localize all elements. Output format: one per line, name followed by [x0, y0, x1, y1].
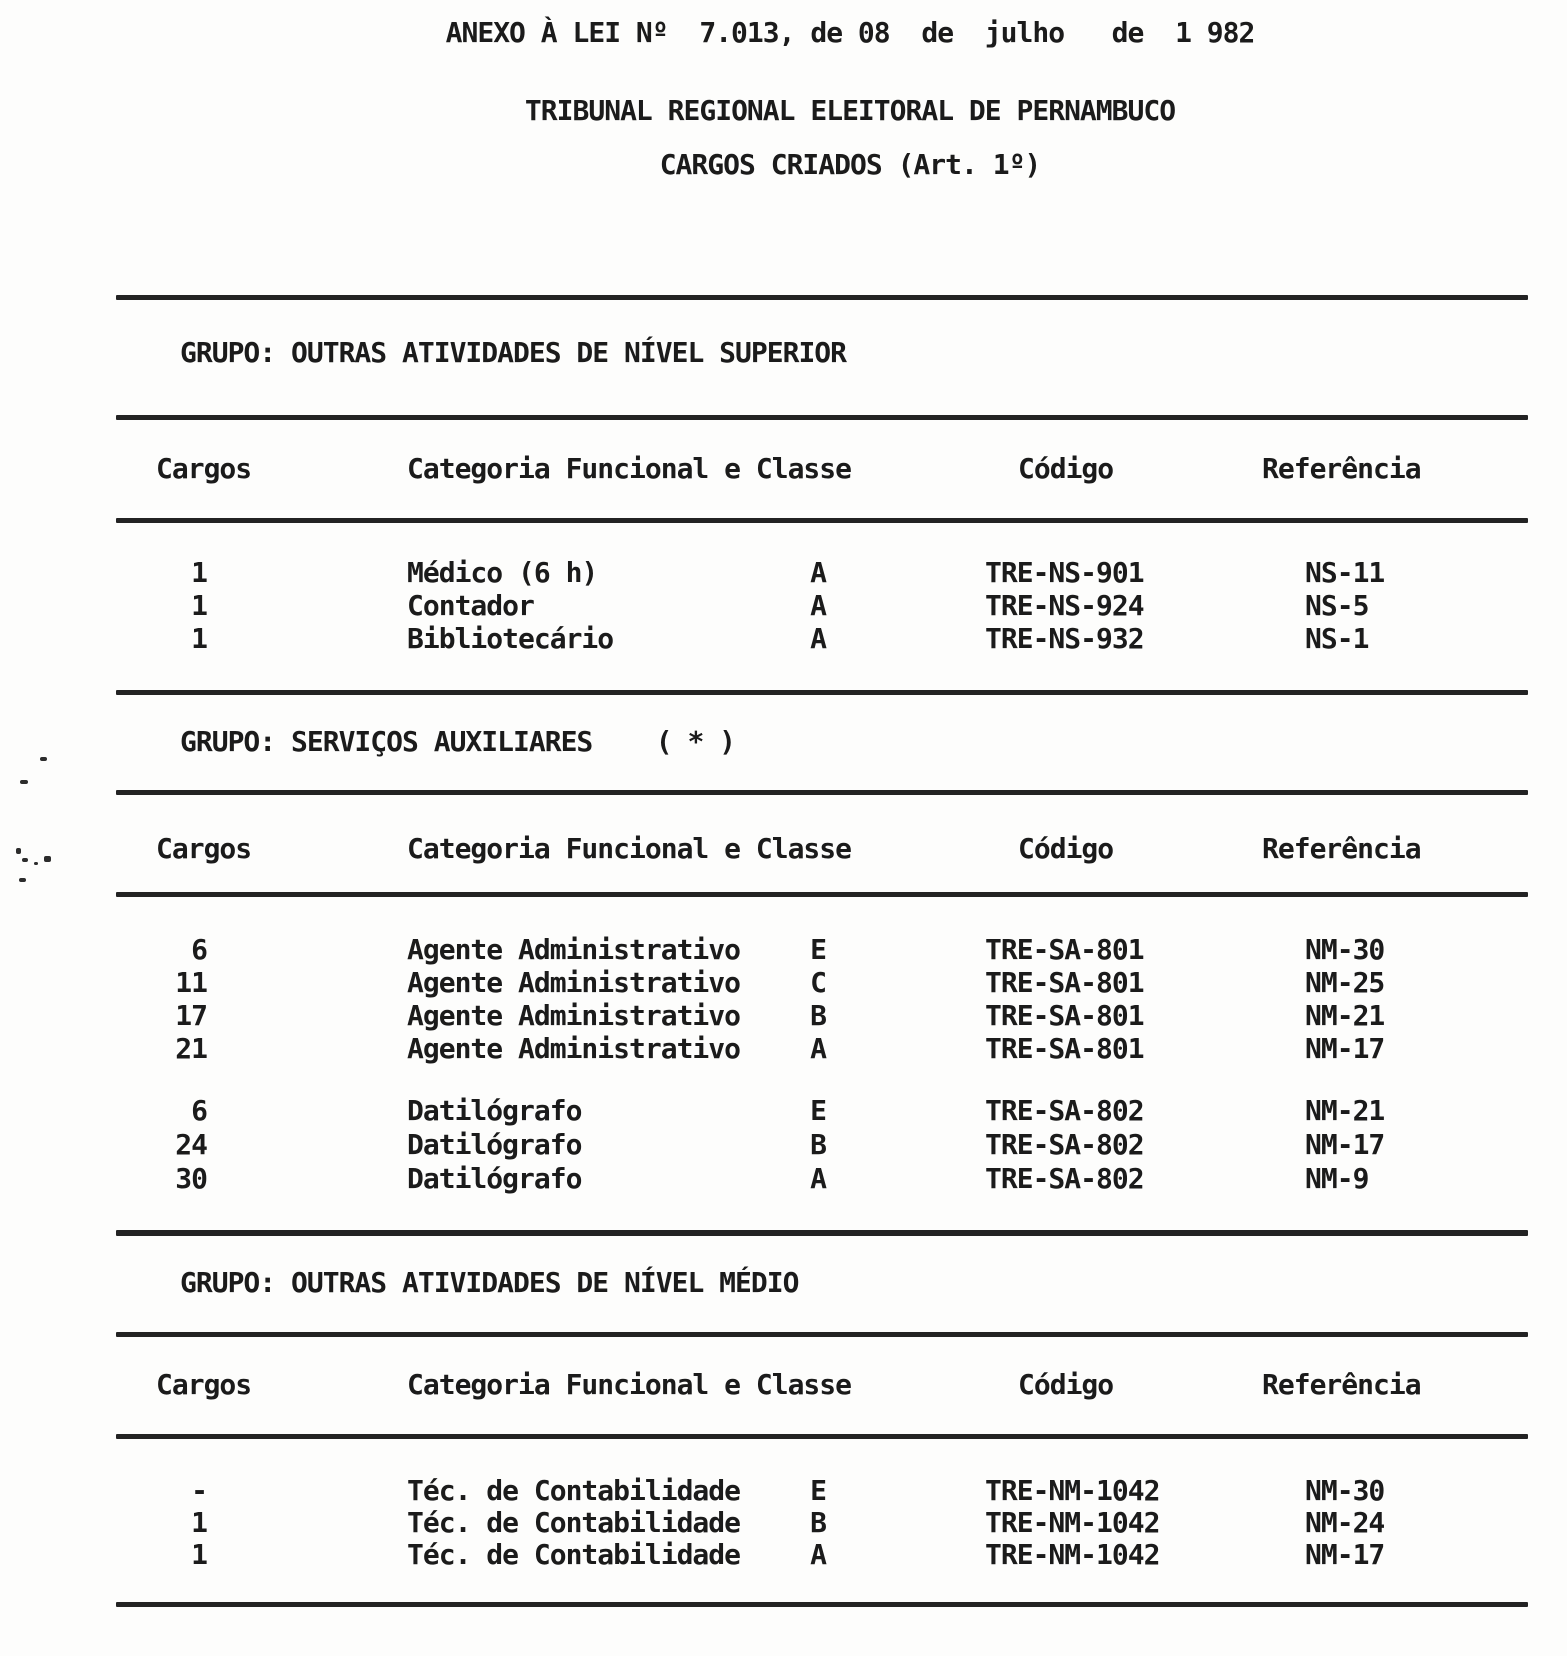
- cell-classe: A: [810, 1032, 826, 1065]
- cell-codigo: TRE-NM-1042: [985, 1474, 1160, 1507]
- cell-referencia: NM-17: [1305, 1128, 1385, 1161]
- table-rule: [116, 1602, 1528, 1607]
- scan-speckle: [16, 848, 21, 854]
- table-row: [0, 622, 1567, 656]
- table-rule: [116, 892, 1528, 897]
- cell-cargos: 1: [191, 1538, 207, 1571]
- table-rule: [116, 518, 1528, 523]
- table-rule: [116, 1332, 1528, 1337]
- cell-cargos: 1: [191, 556, 207, 589]
- cell-classe: C: [810, 966, 826, 999]
- table-row: [0, 1506, 1567, 1540]
- cell-referencia: NS-1: [1305, 622, 1369, 655]
- cell-referencia: NM-24: [1305, 1506, 1385, 1539]
- column-header-codigo: Código: [1018, 1368, 1114, 1401]
- cell-categoria: Médico (6 h): [407, 556, 598, 589]
- document-subtitle-2: CARGOS CRIADOS (Art. 1º): [659, 148, 1041, 181]
- table-header-row: [0, 832, 1567, 866]
- scan-speckle: [34, 862, 38, 865]
- cell-codigo: TRE-NM-1042: [985, 1506, 1160, 1539]
- cell-codigo: TRE-NS-932: [985, 622, 1144, 655]
- table-row: [0, 1032, 1567, 1066]
- cell-categoria: Datilógrafo: [407, 1128, 582, 1161]
- cell-categoria: Agente Administrativo: [407, 933, 741, 966]
- group-heading-nivel-medio: GRUPO: OUTRAS ATIVIDADES DE NÍVEL MÉDIO: [180, 1266, 799, 1299]
- table-rule: [116, 1230, 1528, 1236]
- cell-cargos: 6: [191, 933, 207, 966]
- table-row: [0, 1094, 1567, 1128]
- table-row: [0, 999, 1567, 1033]
- cell-categoria: Agente Administrativo: [407, 999, 741, 1032]
- cell-cargos: 1: [191, 622, 207, 655]
- cell-categoria: Datilógrafo: [407, 1162, 582, 1195]
- table-row: [0, 1538, 1567, 1572]
- cell-codigo: TRE-NS-924: [985, 589, 1144, 622]
- cell-cargos: 17: [175, 999, 207, 1032]
- cell-codigo: TRE-SA-802: [985, 1162, 1144, 1195]
- cell-referencia: NM-17: [1305, 1538, 1385, 1571]
- scan-speckle: [44, 856, 51, 862]
- cell-codigo: TRE-NM-1042: [985, 1538, 1160, 1571]
- cell-classe: E: [810, 933, 826, 966]
- cell-referencia: NS-5: [1305, 589, 1369, 622]
- cell-categoria: Contador: [407, 589, 534, 622]
- table-row: [0, 1162, 1567, 1196]
- table-rule: [116, 295, 1528, 300]
- column-header-categoria: Categoria Funcional e Classe: [407, 452, 852, 485]
- table-row: [0, 966, 1567, 1000]
- cell-classe: B: [810, 1506, 826, 1539]
- cell-categoria: Téc. de Contabilidade: [407, 1506, 741, 1539]
- cell-codigo: TRE-SA-801: [985, 933, 1144, 966]
- cell-codigo: TRE-SA-802: [985, 1094, 1144, 1127]
- column-header-codigo: Código: [1018, 452, 1114, 485]
- column-header-referencia: Referência: [1262, 832, 1421, 865]
- document-subtitle: TRIBUNAL REGIONAL ELEITORAL DE PERNAMBUCO: [524, 94, 1176, 127]
- table-header-row: [0, 1368, 1567, 1402]
- cell-referencia: NM-21: [1305, 999, 1385, 1032]
- cell-classe: E: [810, 1094, 826, 1127]
- cell-codigo: TRE-SA-801: [985, 1032, 1144, 1065]
- cell-referencia: NM-25: [1305, 966, 1385, 999]
- table-row: [0, 556, 1567, 590]
- cell-classe: B: [810, 1128, 826, 1161]
- cell-classe: A: [810, 589, 826, 622]
- cell-codigo: TRE-SA-801: [985, 966, 1144, 999]
- table-rule: [116, 690, 1528, 695]
- cell-classe: A: [810, 556, 826, 589]
- table-rule: [116, 415, 1528, 420]
- table-rule: [116, 1434, 1528, 1439]
- cell-cargos: 1: [191, 1506, 207, 1539]
- column-header-categoria: Categoria Funcional e Classe: [407, 832, 852, 865]
- cell-cargos: 30: [175, 1162, 207, 1195]
- cell-cargos: 11: [175, 966, 207, 999]
- cell-categoria: Agente Administrativo: [407, 966, 741, 999]
- cell-cargos: 21: [175, 1032, 207, 1065]
- cell-codigo: TRE-SA-801: [985, 999, 1144, 1032]
- cell-cargos: 6: [191, 1094, 207, 1127]
- cell-referencia: NM-30: [1305, 1474, 1385, 1507]
- scan-speckle: [19, 878, 26, 882]
- table-row: [0, 589, 1567, 623]
- cell-cargos: 24: [175, 1128, 207, 1161]
- column-header-referencia: Referência: [1262, 1368, 1421, 1401]
- cell-cargos: 1: [191, 589, 207, 622]
- cell-classe: A: [810, 622, 826, 655]
- cell-codigo: TRE-NS-901: [985, 556, 1144, 589]
- table-rule: [116, 790, 1528, 795]
- column-header-categoria: Categoria Funcional e Classe: [407, 1368, 852, 1401]
- cell-classe: E: [810, 1474, 826, 1507]
- scan-speckle: [20, 780, 28, 784]
- cell-cargos: -: [191, 1474, 207, 1507]
- cell-referencia: NM-9: [1305, 1162, 1369, 1195]
- cell-categoria: Téc. de Contabilidade: [407, 1474, 741, 1507]
- cell-referencia: NM-21: [1305, 1094, 1385, 1127]
- cell-referencia: NS-11: [1305, 556, 1385, 589]
- cell-referencia: NM-30: [1305, 933, 1385, 966]
- scan-speckle: [40, 757, 47, 761]
- cell-referencia: NM-17: [1305, 1032, 1385, 1065]
- document-title: ANEXO À LEI Nº 7.013, de 08 de julho de 1 982: [445, 16, 1255, 49]
- column-header-codigo: Código: [1018, 832, 1114, 865]
- group-heading-servicos-auxiliares: GRUPO: SERVIÇOS AUXILIARES ( * ): [180, 725, 736, 758]
- column-header-cargos: Cargos: [156, 832, 252, 865]
- column-header-referencia: Referência: [1262, 452, 1421, 485]
- group-heading-nivel-superior: GRUPO: OUTRAS ATIVIDADES DE NÍVEL SUPERIOR: [180, 336, 847, 369]
- cell-classe: A: [810, 1162, 826, 1195]
- cell-categoria: Bibliotecário: [407, 622, 614, 655]
- cell-classe: A: [810, 1538, 826, 1571]
- table-row: [0, 1474, 1567, 1508]
- cell-categoria: Datilógrafo: [407, 1094, 582, 1127]
- table-header-row: [0, 452, 1567, 486]
- cell-classe: B: [810, 999, 826, 1032]
- column-header-cargos: Cargos: [156, 452, 252, 485]
- column-header-cargos: Cargos: [156, 1368, 252, 1401]
- cell-categoria: Téc. de Contabilidade: [407, 1538, 741, 1571]
- table-row: [0, 1128, 1567, 1162]
- scan-speckle: [22, 858, 28, 862]
- cell-categoria: Agente Administrativo: [407, 1032, 741, 1065]
- cell-codigo: TRE-SA-802: [985, 1128, 1144, 1161]
- table-row: [0, 933, 1567, 967]
